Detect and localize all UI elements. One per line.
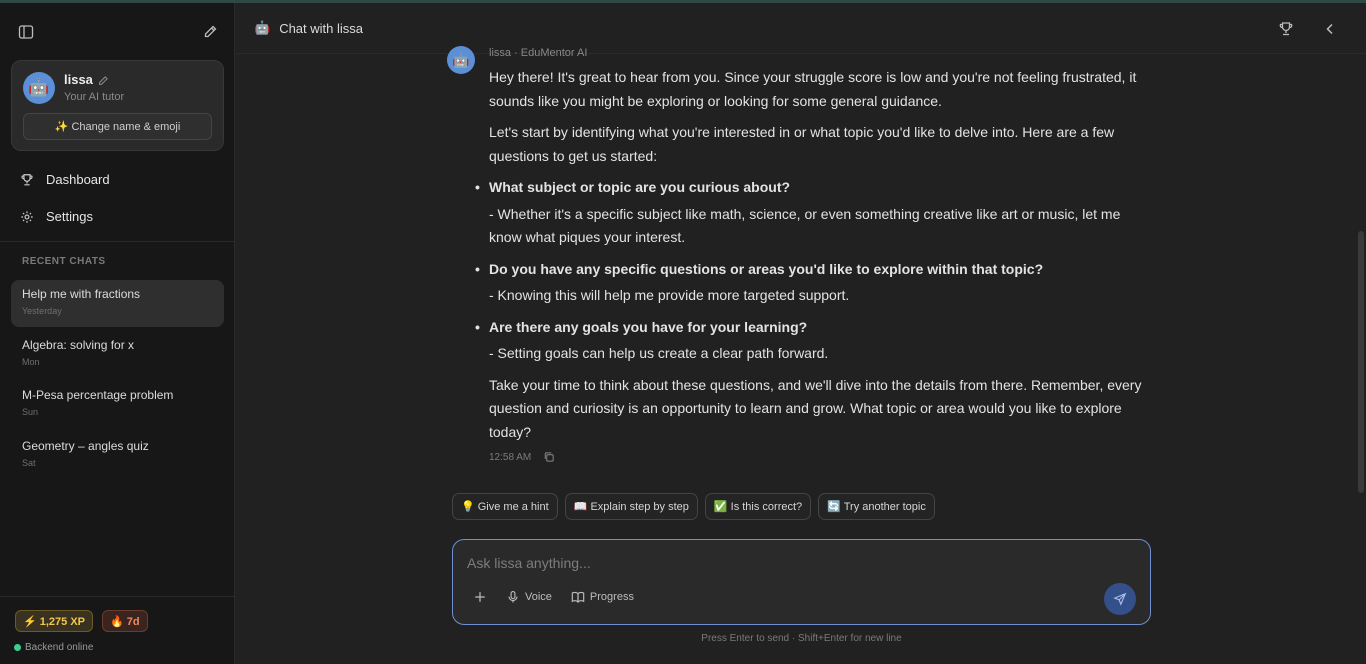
progress-button[interactable] (571, 590, 634, 604)
header-title-text: Chat with lissa (279, 20, 363, 36)
suggestion-chips (452, 493, 935, 520)
trophy-icon[interactable] (1275, 18, 1297, 40)
profile-name: lissa (64, 72, 93, 87)
trophy-icon (20, 173, 34, 187)
scrollbar[interactable] (1358, 231, 1364, 493)
composer-hint: Press Enter to send · Shift+Enter for new line (701, 633, 902, 644)
status-dot-icon (14, 644, 21, 651)
backend-status-label: Backend online (25, 642, 94, 653)
new-chat-icon[interactable] (199, 21, 221, 43)
xp-badge: ⚡ 1,275 XP (15, 610, 93, 632)
chip-try-another-topic[interactable]: 🔄 Try another topic (818, 493, 935, 520)
profile-subtitle: Your AI tutor (64, 91, 125, 103)
nav-dashboard-label: Dashboard (46, 172, 110, 187)
chat-time: Yesterday (22, 306, 62, 316)
backend-status (14, 642, 93, 653)
chat-time: Sat (22, 458, 36, 468)
composer-tools (473, 590, 634, 604)
sidebar-footer-divider (0, 596, 235, 597)
nav-settings-label: Settings (46, 209, 93, 224)
microphone-icon (506, 590, 520, 604)
book-icon (571, 590, 585, 604)
avatar: 🤖 (23, 72, 55, 104)
send-button[interactable] (1104, 583, 1136, 615)
message-paragraph: - Whether it's a specific subject like math, science, or even something creative like art or music, let me know what piques your interest. (489, 205, 1121, 245)
plus-icon (473, 590, 487, 604)
message-meta (489, 451, 555, 463)
message-bullet: • What subject or topic are you curious about? (489, 176, 1154, 200)
message-sender: lissa · EduMentor AI (489, 47, 588, 59)
copy-icon[interactable] (543, 451, 555, 463)
nav-dashboard[interactable] (20, 172, 110, 187)
recent-chat-item[interactable] (11, 280, 224, 327)
sidebar (0, 3, 235, 664)
attach-button[interactable] (473, 590, 487, 604)
message-paragraph: - Setting goals can help us create a clear path forward. (489, 345, 829, 361)
recent-chat-item[interactable] (11, 381, 224, 428)
recent-chat-item[interactable] (11, 331, 224, 378)
message-paragraph: Take your time to think about these questions, and we'll dive into the details from there. Remember, every question and curiosity is an opportunity to learn and grow. What topic or area would you like to explore today? (489, 376, 1142, 440)
chat-title: Geometry – angles quiz (22, 439, 149, 453)
progress-label: Progress (589, 591, 634, 603)
message-bullet: • Are there any goals you have for your learning? (489, 316, 1154, 340)
streak-badge: 🔥 7d (102, 610, 148, 632)
recent-chats-heading: RECENT CHATS (22, 256, 106, 267)
assistant-avatar: 🤖 (447, 46, 475, 74)
chip-give-hint[interactable]: 💡 Give me a hint (452, 493, 558, 520)
message-time: 12:58 AM (489, 451, 532, 463)
collapse-panel-chevron-icon[interactable] (1319, 18, 1341, 40)
profile-card (11, 60, 224, 151)
recent-chat-item[interactable] (11, 432, 224, 479)
chat-title: M-Pesa percentage problem (22, 388, 174, 402)
message-paragraph: - Knowing this will help me provide more targeted support. (489, 287, 850, 303)
chat-title: Algebra: solving for x (22, 338, 135, 352)
voice-label: Voice (525, 591, 552, 603)
chip-explain-steps[interactable]: 📖 Explain step by step (565, 493, 698, 520)
gear-icon (20, 210, 34, 224)
message-composer (452, 539, 1151, 625)
message-paragraph: Hey there! It's great to hear from you. Since your struggle score is low and you're not feeling frustrated, it sounds like you might be exploring or looking for some general guidance. (489, 69, 1137, 109)
message-paragraph: Let's start by identifying what you're interested in or what topic you'd like to delve into. Here are a few questions to get us started: (489, 124, 1115, 164)
change-name-emoji-button[interactable]: ✨ Change name & emoji (23, 113, 212, 140)
sidebar-toggle-icon[interactable] (15, 21, 37, 43)
nav-settings[interactable] (20, 209, 93, 224)
robot-icon: 🤖 (254, 20, 271, 35)
message-input[interactable] (467, 552, 1087, 574)
voice-button[interactable] (506, 590, 552, 604)
message-bullet: • Do you have any specific questions or areas you'd like to explore within that topic? (489, 258, 1154, 282)
sidebar-divider (0, 241, 235, 242)
chat-main (236, 3, 1366, 664)
chat-time: Mon (22, 357, 40, 367)
assistant-message (489, 66, 1154, 452)
chat-header (236, 3, 1366, 54)
chat-time: Sun (22, 407, 39, 417)
send-icon (1113, 592, 1127, 606)
edit-name-icon[interactable] (97, 75, 109, 87)
chip-is-correct[interactable]: ✅ Is this correct? (705, 493, 811, 520)
chat-title: Help me with fractions (22, 287, 141, 301)
chat-header-title (254, 20, 363, 36)
